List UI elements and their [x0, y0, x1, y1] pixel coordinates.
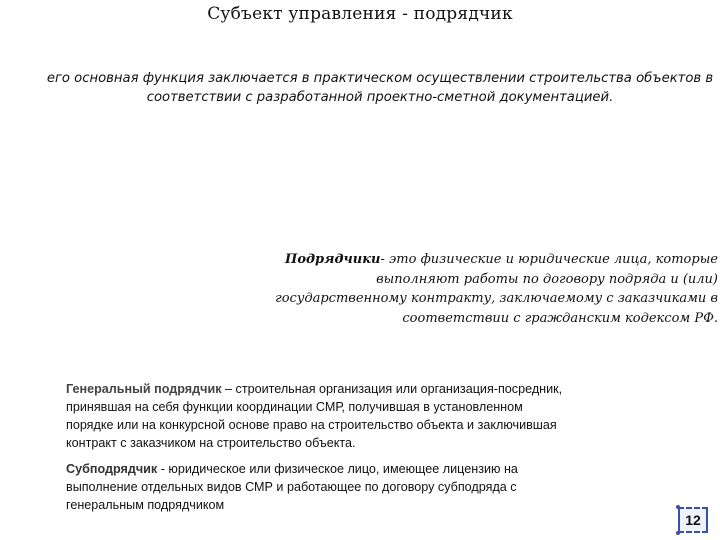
intro-paragraph: [40, 69, 720, 107]
slide-title: Субъект управления - подрядчик: [207, 4, 513, 24]
contractors-definition: [248, 250, 718, 328]
page-number: 12: [685, 512, 701, 528]
page-number-badge: [678, 507, 708, 533]
intro-line-2: соответствии с разработанной проектно-сметной документацией.: [146, 90, 614, 105]
subcontractor-term: Субподрядчик: [66, 462, 158, 476]
subcontractor-text: - юридическое или физическое лицо, имеющее лицензию на выполнение отдельных видов СМР и работающее по договору субподряда с генеральным подрядчиком: [66, 462, 518, 512]
definition-text: - это физические и юридические лица, которые выполняют работы по договору подряда и (или) государственному контракту, заключаемому с заказчиками в соответствии с гражданским кодексом РФ.: [275, 252, 718, 326]
definition-term: Подрядчики: [285, 252, 381, 267]
subcontractor-paragraph: [66, 460, 576, 514]
general-contractor-paragraph: [66, 380, 566, 452]
general-contractor-text: – строительная организация или организация-посредник, принявшая на себя функции координации СМР, получившая в установленном порядке или на конкурсной основе право на строительство объекта и заключившая контракт с заказчиком на строительство объекта.: [66, 382, 563, 450]
intro-line-1: его основная функция заключается в практическом осуществлении строительства объектов в: [46, 71, 714, 86]
general-contractor-term: Генеральный подрядчик: [66, 382, 222, 396]
